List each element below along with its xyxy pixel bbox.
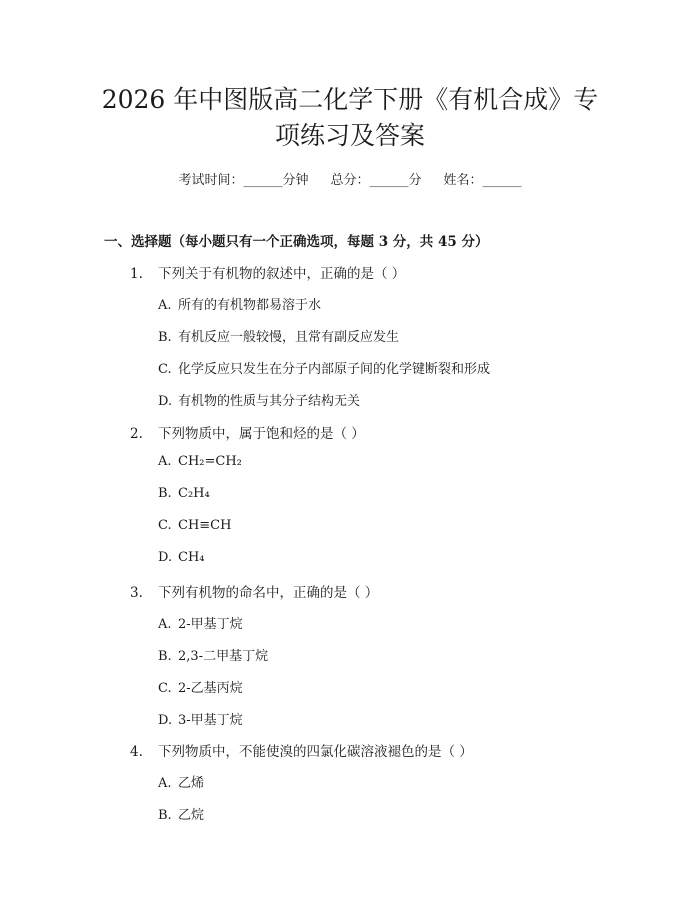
- question-1-option-d: [158, 390, 360, 409]
- option-text: 有机反应一般较慢，且常有副反应发生: [178, 330, 400, 345]
- question-number: 1.: [130, 266, 143, 282]
- question-stem: 下列关于有机物的叙述中，正确的是（ ）: [158, 266, 406, 282]
- option-letter: C.: [158, 362, 172, 377]
- question-4: [130, 740, 473, 760]
- option-text: CH₄: [178, 550, 205, 565]
- option-letter: C.: [158, 518, 172, 533]
- option-text: C₂H₄: [178, 486, 210, 501]
- question-stem: 下列物质中，属于饱和烃的是（ ）: [158, 426, 365, 442]
- option-text: 2-乙基丙烷: [178, 681, 243, 696]
- question-number: 3.: [130, 585, 143, 601]
- option-letter: A.: [158, 776, 172, 791]
- question-3-option-b: [158, 645, 268, 664]
- option-letter: B.: [158, 486, 172, 501]
- question-2-option-d: [158, 550, 205, 565]
- option-letter: B.: [158, 808, 172, 823]
- total-score-field: 总分：______分: [330, 173, 422, 188]
- exam-time-field: 考试时间：______分钟: [178, 173, 309, 188]
- option-text: 乙烯: [178, 776, 205, 791]
- option-text: 2,3-二甲基丁烷: [178, 649, 269, 664]
- option-letter: D.: [158, 394, 173, 409]
- question-4-option-b: [158, 804, 204, 823]
- question-2-option-b: [158, 486, 210, 501]
- question-2-option-c: [158, 518, 231, 533]
- question-3-option-c: [158, 677, 243, 696]
- question-3-option-d: [158, 709, 243, 728]
- option-text: CH≡CH: [178, 518, 232, 533]
- option-letter: D.: [158, 550, 173, 565]
- question-number: 2.: [130, 426, 143, 442]
- option-letter: D.: [158, 713, 173, 728]
- question-3: [130, 581, 378, 601]
- option-letter: A.: [158, 298, 172, 313]
- option-text: 化学反应只发生在分子内部原子间的化学键断裂和形成: [178, 362, 491, 377]
- question-1-option-c: [158, 358, 490, 377]
- option-letter: A.: [158, 454, 172, 469]
- question-number: 4.: [130, 744, 143, 760]
- question-1-option-a: [158, 294, 321, 313]
- document-title-line-2: 项练习及答案: [274, 121, 425, 150]
- option-text: 乙烷: [178, 808, 205, 823]
- question-4-option-a: [158, 772, 204, 791]
- question-2-option-a: [158, 454, 242, 469]
- option-letter: A.: [158, 617, 172, 632]
- option-text: 2-甲基丁烷: [178, 617, 243, 632]
- option-text: 3-甲基丁烷: [178, 713, 243, 728]
- question-1: [130, 262, 405, 282]
- option-text: 有机物的性质与其分子结构无关: [178, 394, 361, 409]
- question-1-option-b: [158, 326, 399, 345]
- question-2: [130, 422, 365, 442]
- option-letter: B.: [158, 649, 172, 664]
- question-stem: 下列物质中，不能使溴的四氯化碳溶液褪色的是（ ）: [158, 744, 473, 760]
- exam-meta: [0, 169, 700, 188]
- question-3-option-a: [158, 613, 243, 632]
- option-letter: B.: [158, 330, 172, 345]
- section-heading-choice: 一、选择题（每小题只有一个正确选项，每题 3 分，共 45 分）: [104, 234, 489, 250]
- option-letter: C.: [158, 681, 172, 696]
- option-text: 所有的有机物都易溶于水: [178, 298, 322, 313]
- document-title-line-1: 2026 年中图版高二化学下册《有机合成》专: [101, 85, 599, 114]
- option-text: CH₂=CH₂: [178, 454, 242, 469]
- student-name-field: 姓名：______: [443, 173, 522, 188]
- question-stem: 下列有机物的命名中，正确的是（ ）: [158, 585, 379, 601]
